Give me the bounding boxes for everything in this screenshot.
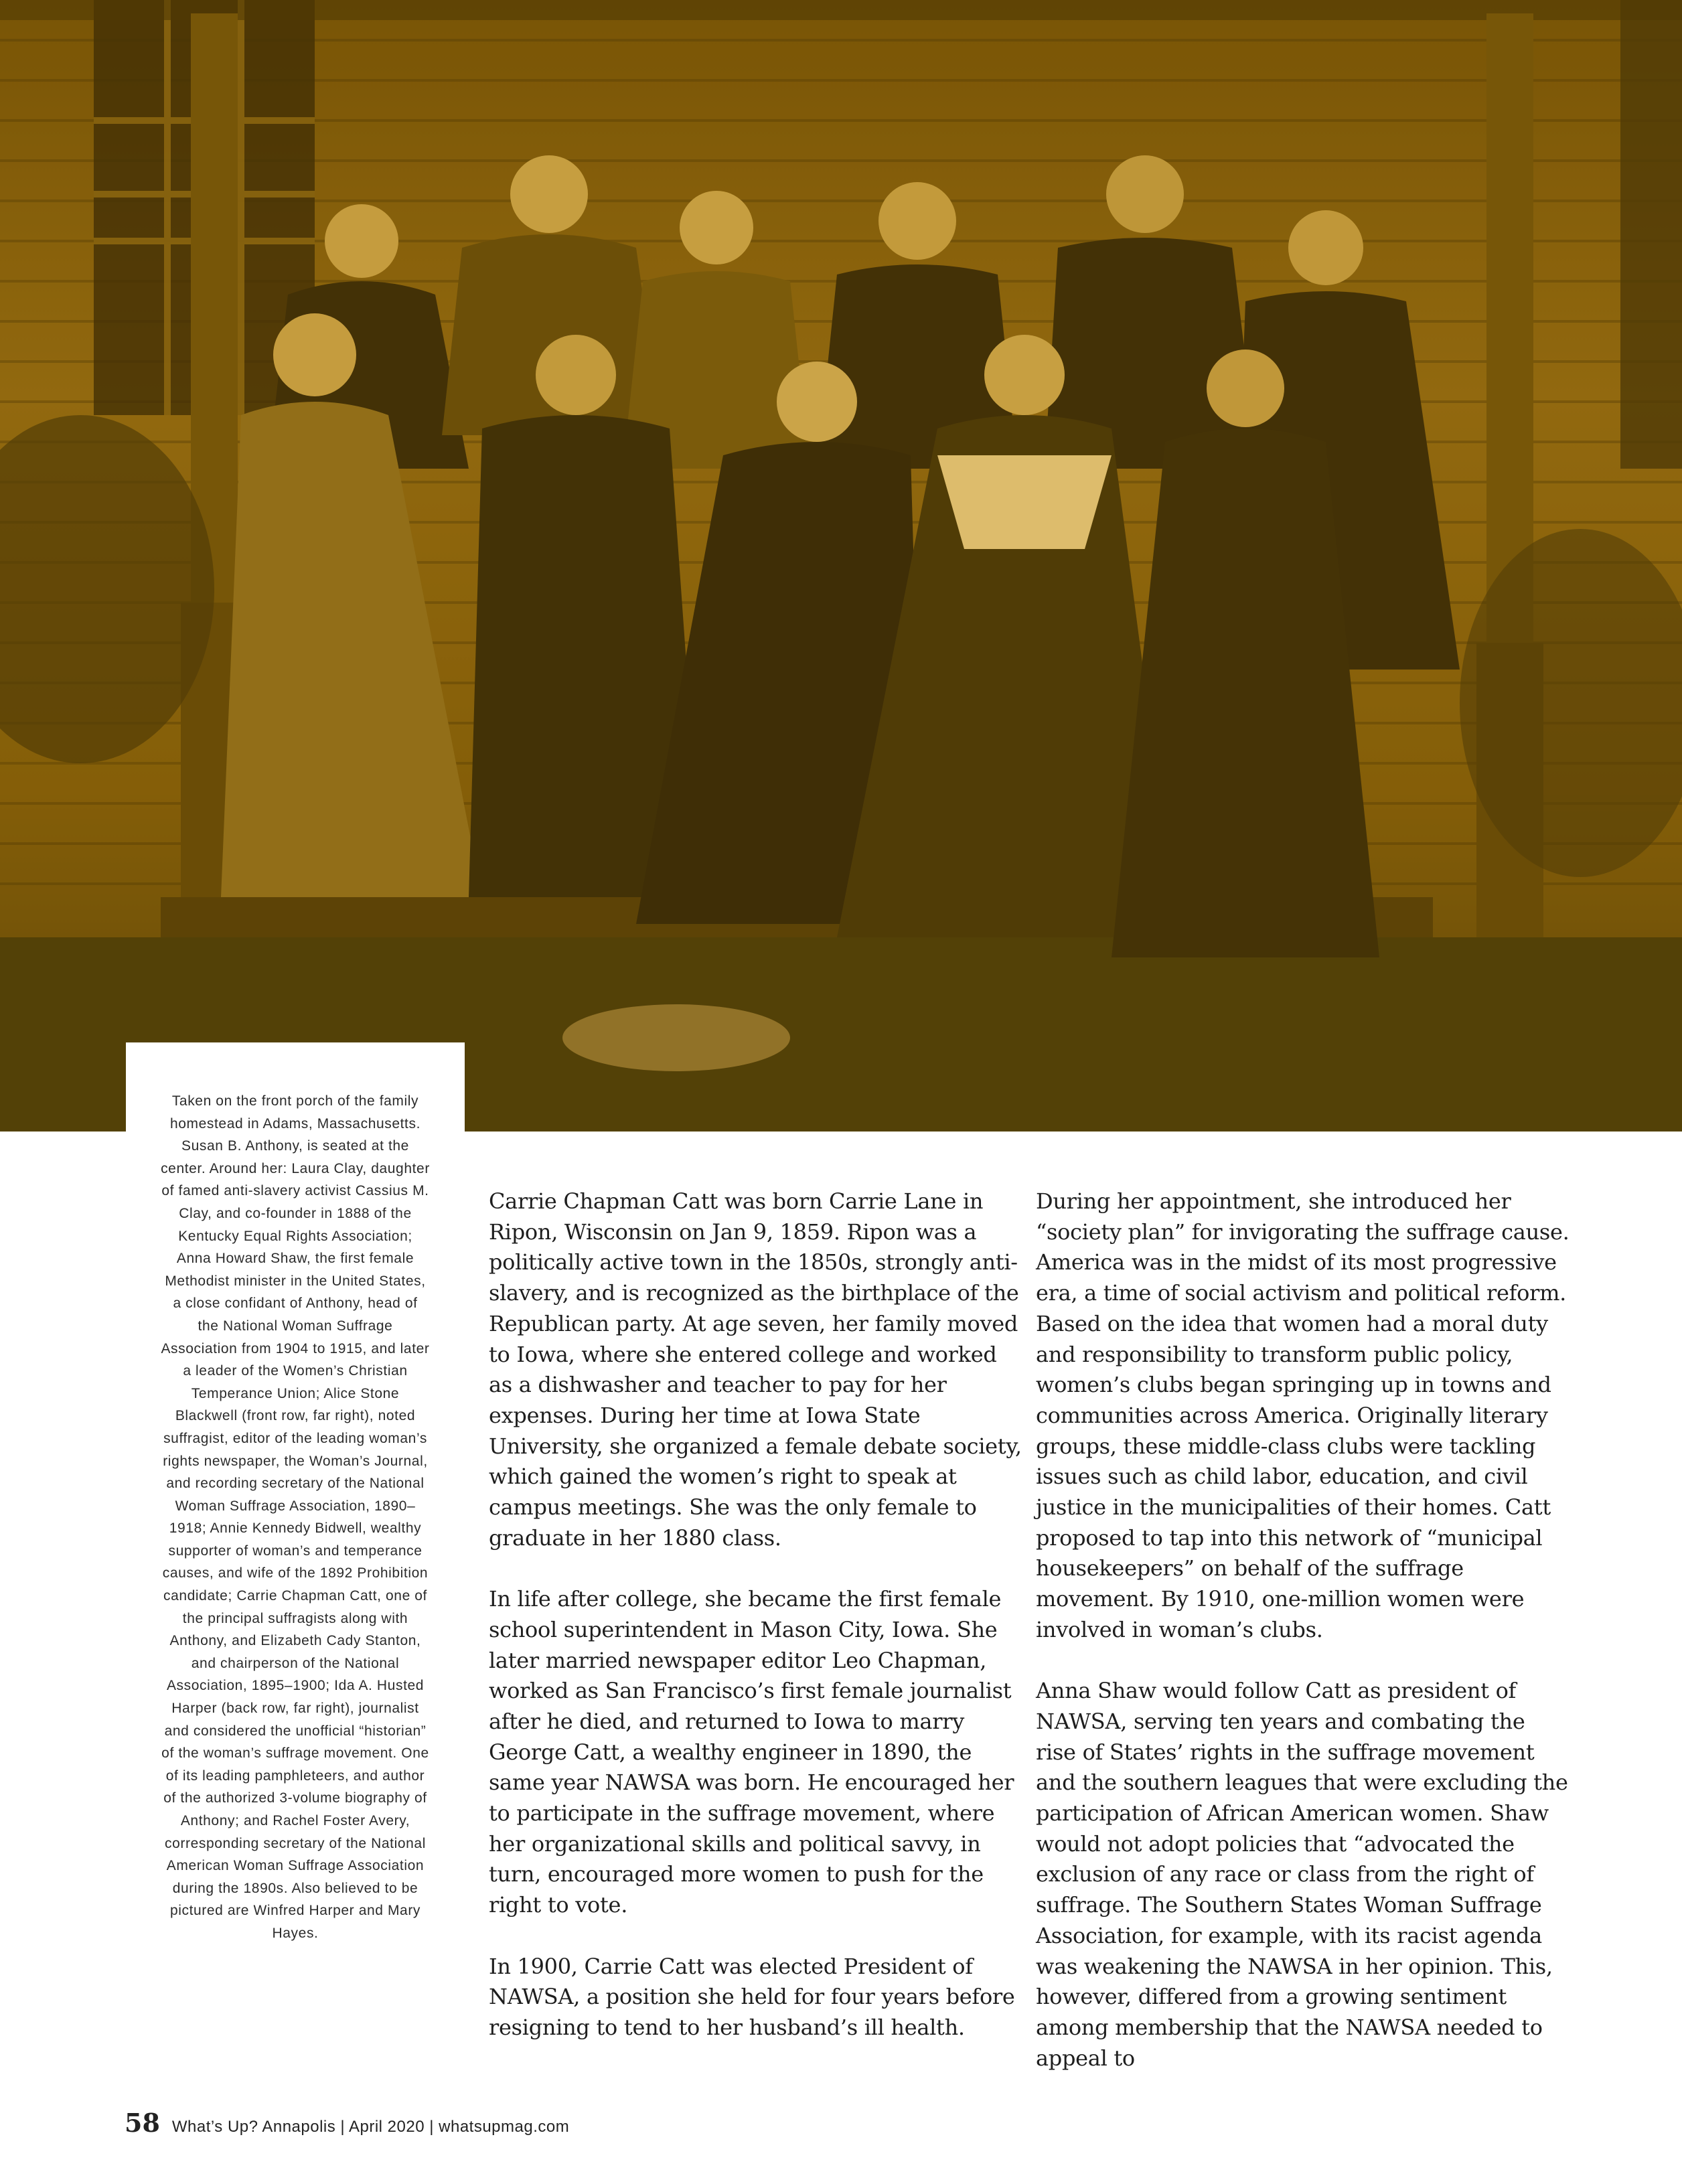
article-paragraph: Carrie Chapman Catt was born Carrie Lane in Ripon, Wisconsin on Jan 9, 1859. Ripon was a politically active town in the 1850s, strongly anti-slavery, and is recognized as the birthplace of the Republican party. At age seven, her family moved to Iowa, where she entered college and worked as a dishwasher and teacher to pay for her expenses. During her time at Iowa State University, she organized a female debate society, which gained the women’s right to speak at campus meetings. She was the only female to graduate in her 1880 class.: [489, 1188, 1022, 1551]
article-paragraph: In life after college, she became the first female school superintendent in Mason City, Iowa. She later married newspaper editor Leo Chapman, worked as San Francisco’s first female journalist after he died, and returned to Iowa to marry George Catt, a wealthy engineer in 1890, the same year NAWSA was born. He encouraged her to participate in the suffrage movement, where her organizational skills and political savvy, in turn, encouraged more women to push for the right to vote.: [489, 1586, 1014, 1918]
article-paragraph: Anna Shaw would follow Catt as president of NAWSA, serving ten years and combating the rise of States’ rights in the suffrage movement and the southern leagues that were excluding the participation of African American women. Shaw would not adopt policies that “advocated the exclusion of any race or class from the right of suffrage. The Southern States Woman Suffrage Association, for example, with its racist agenda was weakening the NAWSA in her opinion. This, however, differed from a growing sentiment among membership that the NAWSA needed to appeal to: [1036, 1678, 1568, 2071]
page-number: 58: [125, 2108, 160, 2138]
photo-caption: Taken on the front porch of the family homestead in Adams, Massachusetts. Susan B. Anthony, is seated at the center. Around her: Laura Clay, daughter of famed anti-slavery activist Cassius M. Clay, and co-founder in 1888 of the Kentucky Equal Rights Association; Anna Howard Shaw, the first female Methodist minister in the United States, a close confidant of Anthony, head of the National Woman Suffrage Association from 1904 to 1915, and later a leader of the Women’s Christian Temperance Union; Alice Stone Blackwell (front row, far right), noted suffragist, editor of the leading woman’s rights newspaper, the Woman’s Journal, and recording secretary of the National Woman Suffrage Association, 1890–1918; Annie Kennedy Bidwell, wealthy supporter of woman’s and temperance causes, and wife of the 1892 Prohibition candidate; Carrie Chapman Catt, one of the principal suffragists along with Anthony, and Elizabeth Cady Stanton, and chairperson of the National Association, 1895–1900; Ida A. Husted Harper (back row, far right), journalist and considered the unofficial “historian” of the woman’s suffrage movement. One of its leading pamphleteers, and author of the authorized 3-volume biography of Anthony; and Rachel Foster Avery, corresponding secretary of the National American Woman Suffrage Association during the 1890s. Also believed to be pictured are Winfred Harper and Mary Hayes.: [161, 1093, 430, 1941]
article-column-1: [489, 1186, 1024, 2074]
article-paragraph: In 1900, Carrie Catt was elected President of NAWSA, a position she held for four years before resigning to tend to her husband’s ill health.: [489, 1953, 1015, 2040]
page-footer: [125, 2108, 569, 2142]
article-column-2: [1036, 1186, 1572, 2104]
article-paragraph: During her appointment, she introduced her “society plan” for invigorating the suffrage cause. America was in the midst of its most progressive era, a time of social activism and political reform. Based on the idea that women had a moral duty and responsibility to transform public policy, women’s clubs began springing up in towns and communities across America. Originally literary groups, these middle-class clubs were tackling issues such as child labor, education, and civil justice in the municipalities of their homes. Catt proposed to tap into this network of “municipal housekeepers” on behalf of the suffrage movement. By 1910, one-million women were involved in woman’s clubs.: [1036, 1188, 1570, 1642]
publication-info: What’s Up? Annapolis | April 2020 | whatsupmag.com: [171, 2118, 570, 2136]
